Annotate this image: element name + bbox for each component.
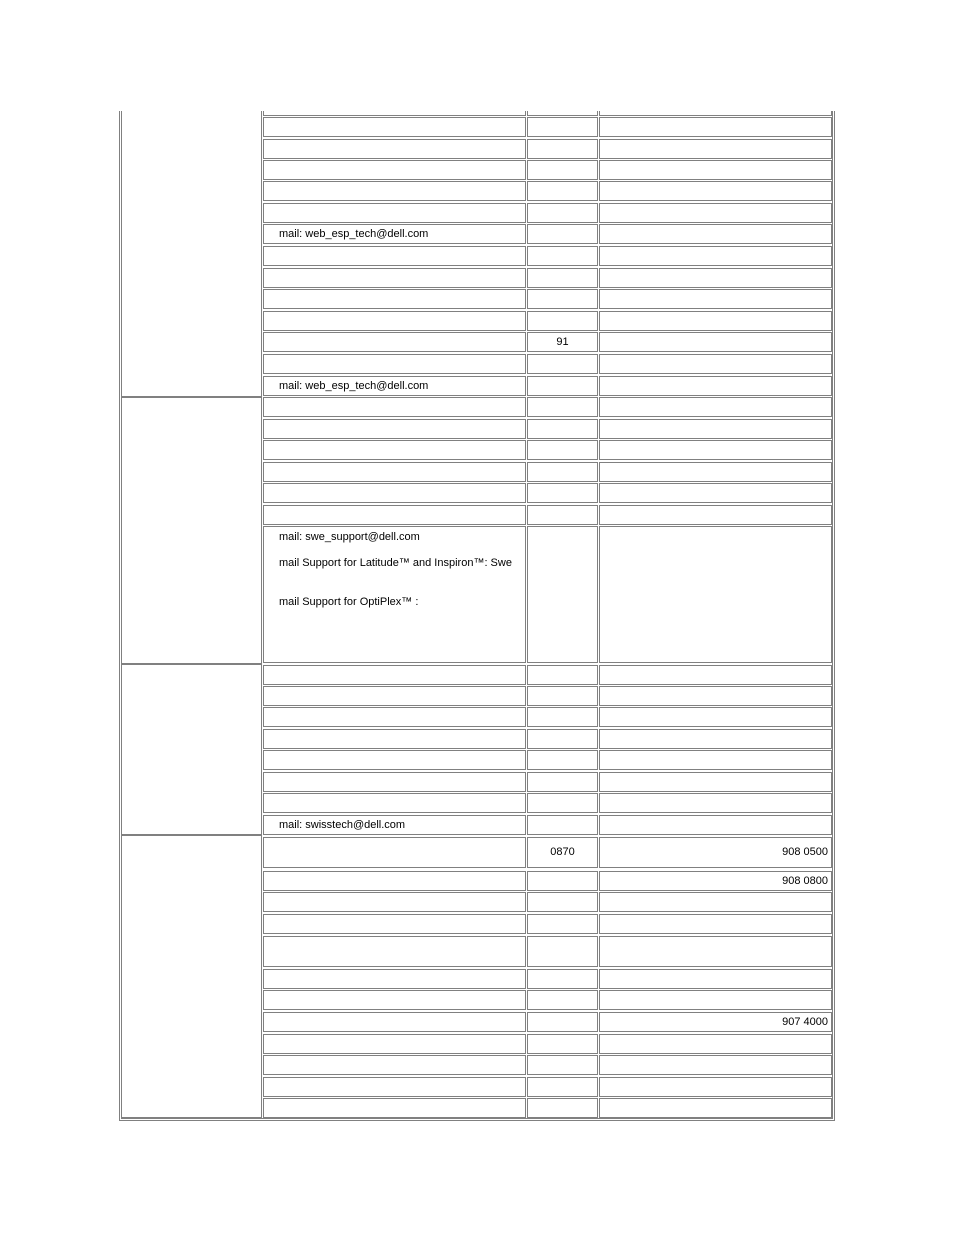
country-cell <box>121 111 262 397</box>
table-cell-c3 <box>599 815 832 835</box>
country-cell <box>121 397 262 664</box>
table-cell-c2 <box>527 483 598 503</box>
table-cell-c2 <box>527 936 598 967</box>
table-cell-c1 <box>263 354 526 374</box>
table-cell-c2 <box>527 397 598 417</box>
table-cell-c2 <box>527 181 598 201</box>
table-cell-c2 <box>527 160 598 180</box>
table-cell-c3 <box>599 311 832 331</box>
table-cell-c3 <box>599 936 832 967</box>
table-cell-c1 <box>263 990 526 1010</box>
table-cell-c3 <box>599 117 832 137</box>
cell-text: mail Support for OptiPlex™ : <box>279 596 419 608</box>
table-cell-c2 <box>527 1055 598 1075</box>
table-cell-c3 <box>599 1012 832 1032</box>
table-cell-c2 <box>527 289 598 309</box>
table-cell-c1 <box>263 526 526 663</box>
row-continuation <box>599 111 832 116</box>
table-cell-c1 <box>263 815 526 835</box>
table-cell-c3 <box>599 1098 832 1118</box>
table-cell-c2 <box>527 224 598 244</box>
cell-text: mail: web_esp_tech@dell.com <box>279 380 429 392</box>
table-cell-c2 <box>527 793 598 813</box>
table-cell-c2 <box>527 354 598 374</box>
table-cell-c1 <box>263 686 526 706</box>
table-cell-c2 <box>527 311 598 331</box>
table-cell-c1 <box>263 246 526 266</box>
row-continuation <box>263 111 526 116</box>
cell-text: mail: web_esp_tech@dell.com <box>279 228 429 240</box>
table-cell-c3 <box>599 483 832 503</box>
table-cell-c2 <box>527 707 598 727</box>
table-cell-c2 <box>527 686 598 706</box>
table-cell-c3 <box>599 354 832 374</box>
table-cell-c3 <box>599 914 832 934</box>
table-cell-c1 <box>263 376 526 396</box>
table-cell-c1 <box>263 311 526 331</box>
table-cell-c3 <box>599 1034 832 1054</box>
table-cell-c1 <box>263 268 526 288</box>
cell-text: 0870 <box>550 846 575 858</box>
cell-text: 91 <box>556 336 569 348</box>
table-cell-c3 <box>599 440 832 460</box>
table-cell-c1 <box>263 181 526 201</box>
table-cell-c3 <box>599 181 832 201</box>
table-cell-c1 <box>263 483 526 503</box>
cell-text: 907 4000 <box>782 1016 828 1028</box>
table-cell-c1 <box>263 914 526 934</box>
table-cell-c2 <box>527 837 598 868</box>
cell-text: 908 0500 <box>782 846 828 858</box>
table-cell-c3 <box>599 772 832 792</box>
table-cell-c1 <box>263 462 526 482</box>
table-cell-c1 <box>263 1098 526 1118</box>
table-cell-c2 <box>527 750 598 770</box>
table-cell-c1 <box>263 203 526 223</box>
table-cell-c1 <box>263 139 526 159</box>
table-cell-c2 <box>527 117 598 137</box>
table-cell-c3 <box>599 793 832 813</box>
table-cell-c1 <box>263 871 526 891</box>
table-cell-c2 <box>527 892 598 912</box>
table-cell-c2 <box>527 772 598 792</box>
table-cell-c2 <box>527 376 598 396</box>
table-cell-c3 <box>599 892 832 912</box>
table-cell-c1 <box>263 1055 526 1075</box>
table-cell-c3 <box>599 246 832 266</box>
table-cell-c3 <box>599 224 832 244</box>
table-cell-c3 <box>599 1055 832 1075</box>
table-cell-c3 <box>599 203 832 223</box>
table-cell-c3 <box>599 268 832 288</box>
table-cell-c3 <box>599 289 832 309</box>
table-cell-c3 <box>599 505 832 525</box>
cell-text: mail Support for Latitude™ and Inspiron™: Swe <box>279 557 512 569</box>
table-cell-c3 <box>599 969 832 989</box>
table-cell-c2 <box>527 1098 598 1118</box>
table-cell-c3 <box>599 750 832 770</box>
table-cell-c2 <box>527 815 598 835</box>
table-cell-c1 <box>263 707 526 727</box>
table-cell-c2 <box>527 139 598 159</box>
table-cell-c1 <box>263 160 526 180</box>
table-cell-c1 <box>263 772 526 792</box>
table-cell-c1 <box>263 936 526 967</box>
table-cell-c3 <box>599 837 832 868</box>
table-cell-c2 <box>527 332 598 352</box>
table-cell-c3 <box>599 871 832 891</box>
table-cell-c1 <box>263 750 526 770</box>
table-cell-c1 <box>263 1034 526 1054</box>
table-cell-c3 <box>599 526 832 663</box>
table-cell-c1 <box>263 505 526 525</box>
table-cell-c1 <box>263 892 526 912</box>
table-cell-c2 <box>527 419 598 439</box>
table-cell-c2 <box>527 462 598 482</box>
table-cell-c2 <box>527 246 598 266</box>
table-cell-c3 <box>599 990 832 1010</box>
table-cell-c3 <box>599 419 832 439</box>
table-cell-c3 <box>599 462 832 482</box>
table-cell-c2 <box>527 729 598 749</box>
table-cell-c2 <box>527 1012 598 1032</box>
table-cell-c1 <box>263 117 526 137</box>
table-cell-c2 <box>527 268 598 288</box>
table-cell-c1 <box>263 419 526 439</box>
table-cell-c1 <box>263 1012 526 1032</box>
row-continuation <box>527 111 598 116</box>
table-cell-c1 <box>263 397 526 417</box>
table-cell-c2 <box>527 914 598 934</box>
table-cell-c1 <box>263 332 526 352</box>
table-cell-c3 <box>599 332 832 352</box>
table-cell-c2 <box>527 440 598 460</box>
table-cell-c2 <box>527 505 598 525</box>
table-cell-c2 <box>527 526 598 663</box>
table-cell-c1 <box>263 1077 526 1097</box>
table-cell-c3 <box>599 729 832 749</box>
table-cell-c2 <box>527 1077 598 1097</box>
table-cell-c3 <box>599 139 832 159</box>
table-cell-c2 <box>527 969 598 989</box>
cell-text: mail: swe_support@dell.com <box>279 531 420 543</box>
cell-text: mail: swisstech@dell.com <box>279 819 406 831</box>
table-cell-c2 <box>527 1034 598 1054</box>
table-cell-c1 <box>263 665 526 685</box>
table-cell-c1 <box>263 793 526 813</box>
table-cell-c3 <box>599 397 832 417</box>
table-cell-c1 <box>263 289 526 309</box>
table-cell-c1 <box>263 729 526 749</box>
country-cell <box>121 835 262 1118</box>
table-cell-c3 <box>599 665 832 685</box>
table-cell-c3 <box>599 1077 832 1097</box>
table-cell-c3 <box>599 160 832 180</box>
table-cell-c3 <box>599 376 832 396</box>
country-cell <box>121 664 262 835</box>
table-cell-c3 <box>599 686 832 706</box>
table-cell-c2 <box>527 871 598 891</box>
table-cell-c1 <box>263 440 526 460</box>
cell-text: 908 0800 <box>782 875 828 887</box>
table-cell-c1 <box>263 837 526 868</box>
table-cell-c1 <box>263 969 526 989</box>
table-cell-c1 <box>263 224 526 244</box>
table-cell-c3 <box>599 707 832 727</box>
table-cell-c2 <box>527 990 598 1010</box>
table-cell-c2 <box>527 203 598 223</box>
table-cell-c2 <box>527 665 598 685</box>
